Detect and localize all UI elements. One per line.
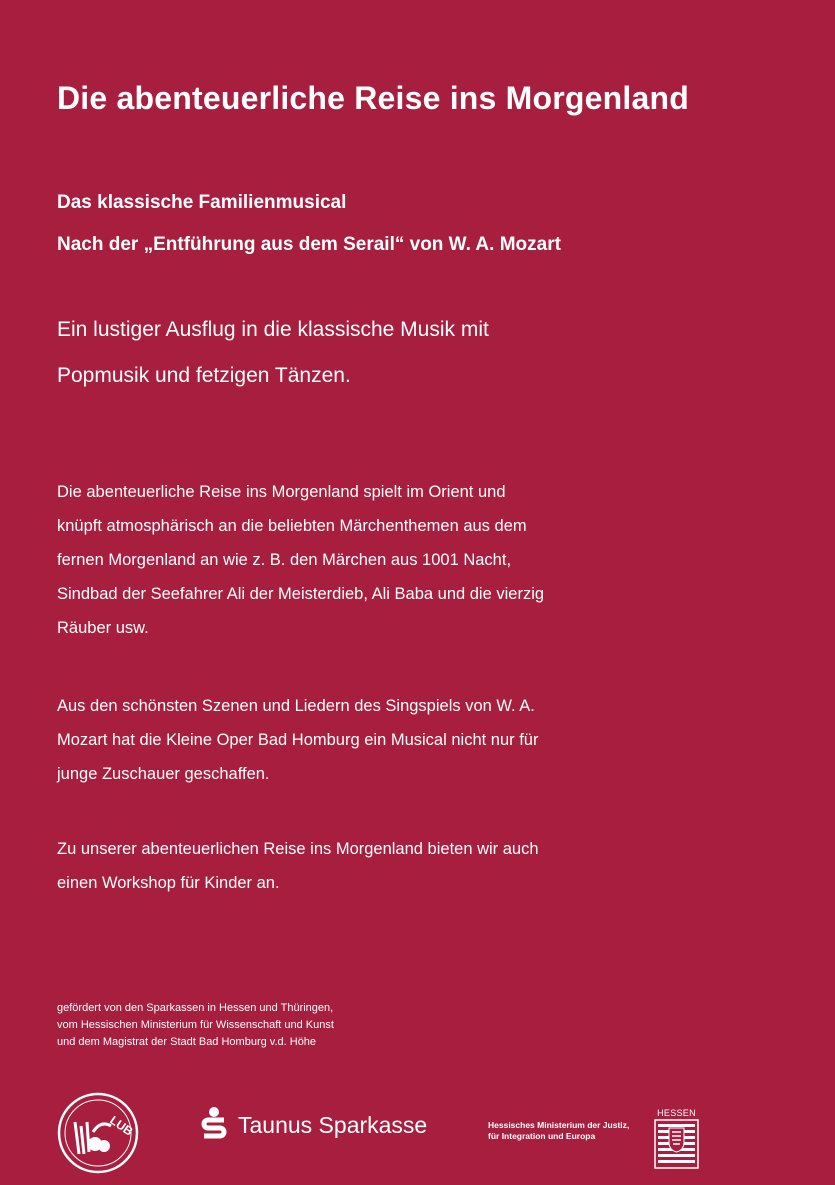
- paragraph-3: [57, 832, 657, 900]
- subtitle-line-1: Das klassische Familienmusical: [57, 192, 347, 213]
- credit-line: gefördert von den Sparkassen in Hessen und Thüringen,: [57, 1002, 334, 1014]
- paragraph-1: [57, 475, 657, 645]
- paragraph-line: Mozart hat die Kleine Oper Bad Homburg ein Musical nicht nur für: [57, 731, 539, 749]
- paragraph-line: Aus den schönsten Szenen und Liedern des Singspiels von W. A.: [57, 697, 535, 715]
- page-title: Die abenteuerliche Reise ins Morgenland: [57, 80, 689, 116]
- hessen-label: HESSEN: [657, 1108, 696, 1118]
- theatre-circle-logo: [57, 1092, 139, 1174]
- paragraph-line: Die abenteuerliche Reise ins Morgenland spielt im Orient und: [57, 483, 506, 501]
- sparkasse-name: Taunus Sparkasse: [238, 1111, 428, 1138]
- sparkasse-logo: [200, 1106, 427, 1144]
- paragraph-line: Sindbad der Seefahrer Ali der Meisterdieb, Ali Baba und die vierzig: [57, 585, 545, 603]
- ministry-logo: [488, 1120, 629, 1142]
- ministry-line: für Integration und Europa: [488, 1131, 596, 1141]
- hessen-crest-icon: [654, 1118, 699, 1170]
- paragraph-line: einen Workshop für Kinder an.: [57, 874, 280, 892]
- sparkasse-s-icon: [200, 1106, 228, 1144]
- ministry-line: Hessisches Ministerium der Justiz,: [488, 1120, 630, 1130]
- paragraph-line: junge Zuschauer geschaffen.: [57, 765, 270, 783]
- paragraph-2: [57, 689, 657, 791]
- hessen-logo: [654, 1108, 699, 1175]
- svg-text:LUB: LUB: [107, 1112, 136, 1139]
- paragraph-line: Zu unserer abenteuerlichen Reise ins Morgenland bieten wir auch: [57, 840, 539, 858]
- credit-line: vom Hessischen Ministerium für Wissenschaft und Kunst: [57, 1019, 334, 1031]
- paragraph-line: Räuber usw.: [57, 619, 149, 637]
- paragraph-line: knüpft atmosphärisch an die beliebten Märchenthemen aus dem: [57, 517, 527, 535]
- credit-line: und dem Magistrat der Stadt Bad Homburg v.d. Höhe: [57, 1036, 317, 1048]
- paragraph-line: fernen Morgenland an wie z. B. den Märchen aus 1001 Nacht,: [57, 551, 512, 569]
- lead-line-1: Ein lustiger Ausflug in die klassische Musik mit: [57, 318, 489, 341]
- sponsor-credits: [57, 1000, 334, 1051]
- subtitle-line-2: Nach der „Entführung aus dem Serail“ von W. A. Mozart: [57, 234, 561, 255]
- lead-line-2: Popmusik und fetzigen Tänzen.: [57, 364, 351, 387]
